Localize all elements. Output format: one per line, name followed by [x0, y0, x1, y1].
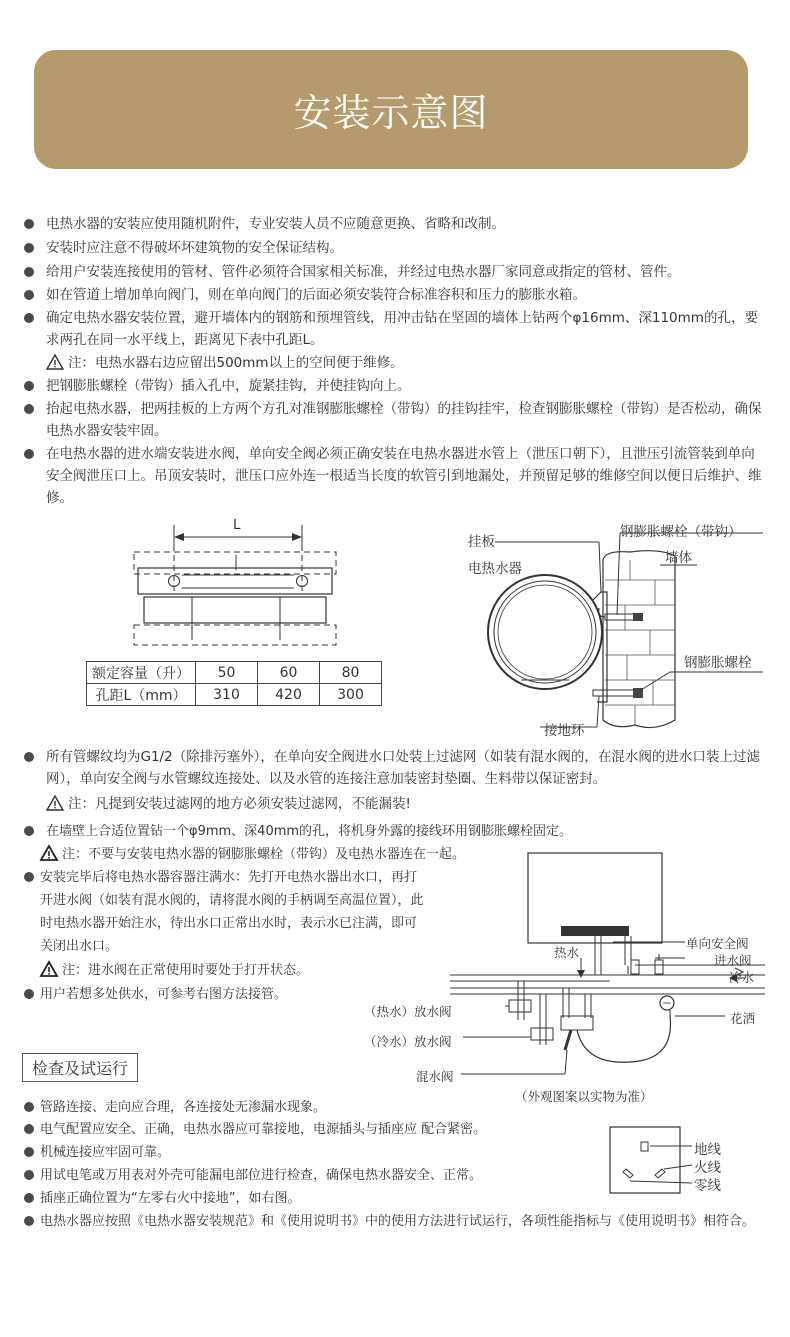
bullet-icon — [24, 381, 34, 391]
live-wire-label: 火线 — [694, 1160, 721, 1176]
list-item: 用试电笔或万用表对外壳可能漏电部位进行检查，确保电热水器安全、正常。 — [24, 1164, 764, 1187]
shower-label: 花洒 — [730, 1011, 756, 1026]
table-row — [87, 662, 382, 684]
list-item: 电热水器应按照《电热水器安装规范》和《使用说明书》中的使用方法进行试运行，各项性能指标与《使用说明书》相符合。 — [24, 1210, 764, 1233]
bullet-icon — [24, 1170, 34, 1180]
bullet-icon — [24, 752, 34, 762]
list-item: 确定电热水器安装位置，避开墙体内的钢筋和预埋管线，用冲击钻在坚固的墙体上钻两个φ16mm、深110mm的孔，要求两孔在同一水平线上，距离见下表中孔距L。 — [24, 307, 764, 351]
list-item: 机械连接应牢固可靠。 — [24, 1141, 764, 1164]
bullet-icon — [24, 1102, 34, 1112]
inlet-valve-label: 进水阀 — [714, 953, 752, 968]
table-cell: 420 — [258, 684, 320, 706]
table-cell: 310 — [196, 684, 258, 706]
cold-drain-label: （冷水）放水阀 — [364, 1034, 452, 1049]
caption: （外观图案以实物为准） — [515, 1089, 653, 1104]
hanger-label: 挂板 — [468, 534, 495, 550]
warning-note: 注：凡提到安装过滤网的地方必须安装过滤网，不能漏装! — [46, 793, 411, 815]
table-cell: 额定容量（升） — [87, 662, 196, 684]
bullet-icon — [24, 1216, 34, 1226]
bullet-icon — [24, 267, 34, 277]
table-cell: 300 — [320, 684, 382, 706]
warning-note: 注：电热水器右边应留出500mm以上的空间便于维修。 — [46, 352, 404, 374]
hot-water-label: 热水 — [554, 945, 580, 960]
table-cell: 孔距L（mm） — [87, 684, 196, 706]
cold-water-label: 冷水 — [729, 970, 755, 985]
warning-icon — [40, 845, 58, 861]
hot-drain-label: （热水）放水阀 — [364, 1004, 452, 1019]
table-cell: 60 — [258, 662, 320, 684]
list-item: 安装完毕后将电热水器容器注满水：先打开电热水器出水口，再打开进水阀（如装有混水阀的，请将混水阀的手柄调至高温位置），此时电热水器开始注水，待出水口正常出水时，表示水已注满，即可关闭出水口。 — [24, 866, 429, 958]
bullet-icon — [24, 989, 34, 999]
bolt-label: 钢膨胀螺栓 — [684, 655, 752, 671]
list-item: 在电热水器的进水端安装进水阀，单向安全阀必须正确安装在电热水器进水管上（泄压口朝下），且泄压引流管装到单向安全阀泄压口上。吊顶安装时，泄压口应外连一根适当长度的软管引到地漏处，并预留足够的维修空间以便日后维护、维修。 — [24, 443, 764, 509]
bullet-icon — [24, 219, 34, 229]
bullet-icon — [24, 404, 34, 414]
ground-ring-label: 接地环 — [544, 723, 585, 739]
spec-table — [86, 661, 382, 706]
table-row — [87, 684, 382, 706]
list-item: 在墙壁上合适位置钻一个φ9mm、深40mm的孔，将机身外露的接线环用钢膨胀螺栓固定。 — [24, 820, 764, 843]
list-item: 安装时应注意不得破坏坏建筑物的安全保证结构。 — [24, 237, 764, 259]
heater-label: 电热水器 — [468, 561, 522, 577]
list-item: 所有管螺纹均为G1/2（除排污塞外），在单向安全阀进水口处装上过滤网（如装有混水阀的，在混水阀的进水口装上过滤网），单向安全阀与水管螺纹连接处、以及水管的连接注意加装密封垫圈、生料带以保证密封。 — [24, 746, 764, 790]
bullet-icon — [24, 449, 34, 459]
list-item: 用户若想多处供水，可参考右图方法接管。 — [24, 983, 424, 1006]
dimension-label: L — [233, 517, 241, 533]
list-item: 电热水器的安装应使用随机附件，专业安装人员不应随意更换、省略和改制。 — [24, 213, 764, 235]
bullet-icon — [24, 1193, 34, 1203]
bullet-icon — [24, 243, 34, 253]
list-item: 如在管道上增加单向阀门，则在单向阀门的后面必须安装符合标准容积和压力的膨胀水箱。 — [24, 284, 764, 306]
list-item: 抬起电热水器，把两挂板的上方两个方孔对准钢膨胀螺栓（带钩）的挂钩挂牢，检查钢膨胀螺栓（带钩）是否松动，确保电热水器安装牢固。 — [24, 398, 764, 442]
warning-note: 注：不要与安装电热水器的钢膨胀螺栓（带钩）及电热水器连在一起。 — [40, 843, 465, 866]
list-item: 电气配置应安全、正确，电热水器应可靠接地，电源插头与插座应 配合紧密。 — [24, 1118, 764, 1141]
table-cell: 50 — [196, 662, 258, 684]
warning-icon — [46, 354, 64, 370]
list-item: 管路连接、走向应合理，各连接处无渗漏水现象。 — [24, 1096, 764, 1119]
list-item: 给用户安装连接使用的管材、管件必须符合国家相关标准，并经过电热水器厂家同意或指定的管材、管件。 — [24, 261, 764, 283]
bullet-icon — [24, 872, 34, 882]
check-valve-label: 单向安全阀 — [686, 936, 749, 951]
bolt-hook-label: 钢膨胀螺栓（带钩） — [620, 524, 742, 540]
bullet-icon — [24, 1147, 34, 1157]
bullet-icon — [24, 290, 34, 300]
warning-note: 注：进水阀在正常使用时要处于打开状态。 — [40, 959, 309, 982]
bullet-icon — [24, 826, 34, 836]
title-banner — [34, 50, 748, 169]
section-title: 检查及试运行 — [22, 1053, 138, 1082]
list-item: 插座正确位置为“左零右火中接地”，如右图。 — [24, 1187, 764, 1210]
neutral-wire-label: 零线 — [694, 1178, 721, 1194]
mixer-label: 混水阀 — [416, 1069, 454, 1084]
warning-icon — [46, 795, 64, 811]
warning-icon — [40, 961, 58, 977]
list-item: 把钢膨胀螺栓（带钩）插入孔中，旋紧挂钩，并使挂钩向上。 — [24, 375, 764, 397]
page-title: 安装示意图 — [293, 91, 489, 135]
wall-label: 墙体 — [665, 550, 692, 566]
bracket-hole-diagram — [130, 515, 340, 650]
bullet-icon — [24, 1124, 34, 1134]
ground-wire-label: 地线 — [694, 1142, 721, 1158]
table-cell: 80 — [320, 662, 382, 684]
wall-mount-diagram — [465, 520, 765, 745]
bullet-icon — [24, 313, 34, 323]
